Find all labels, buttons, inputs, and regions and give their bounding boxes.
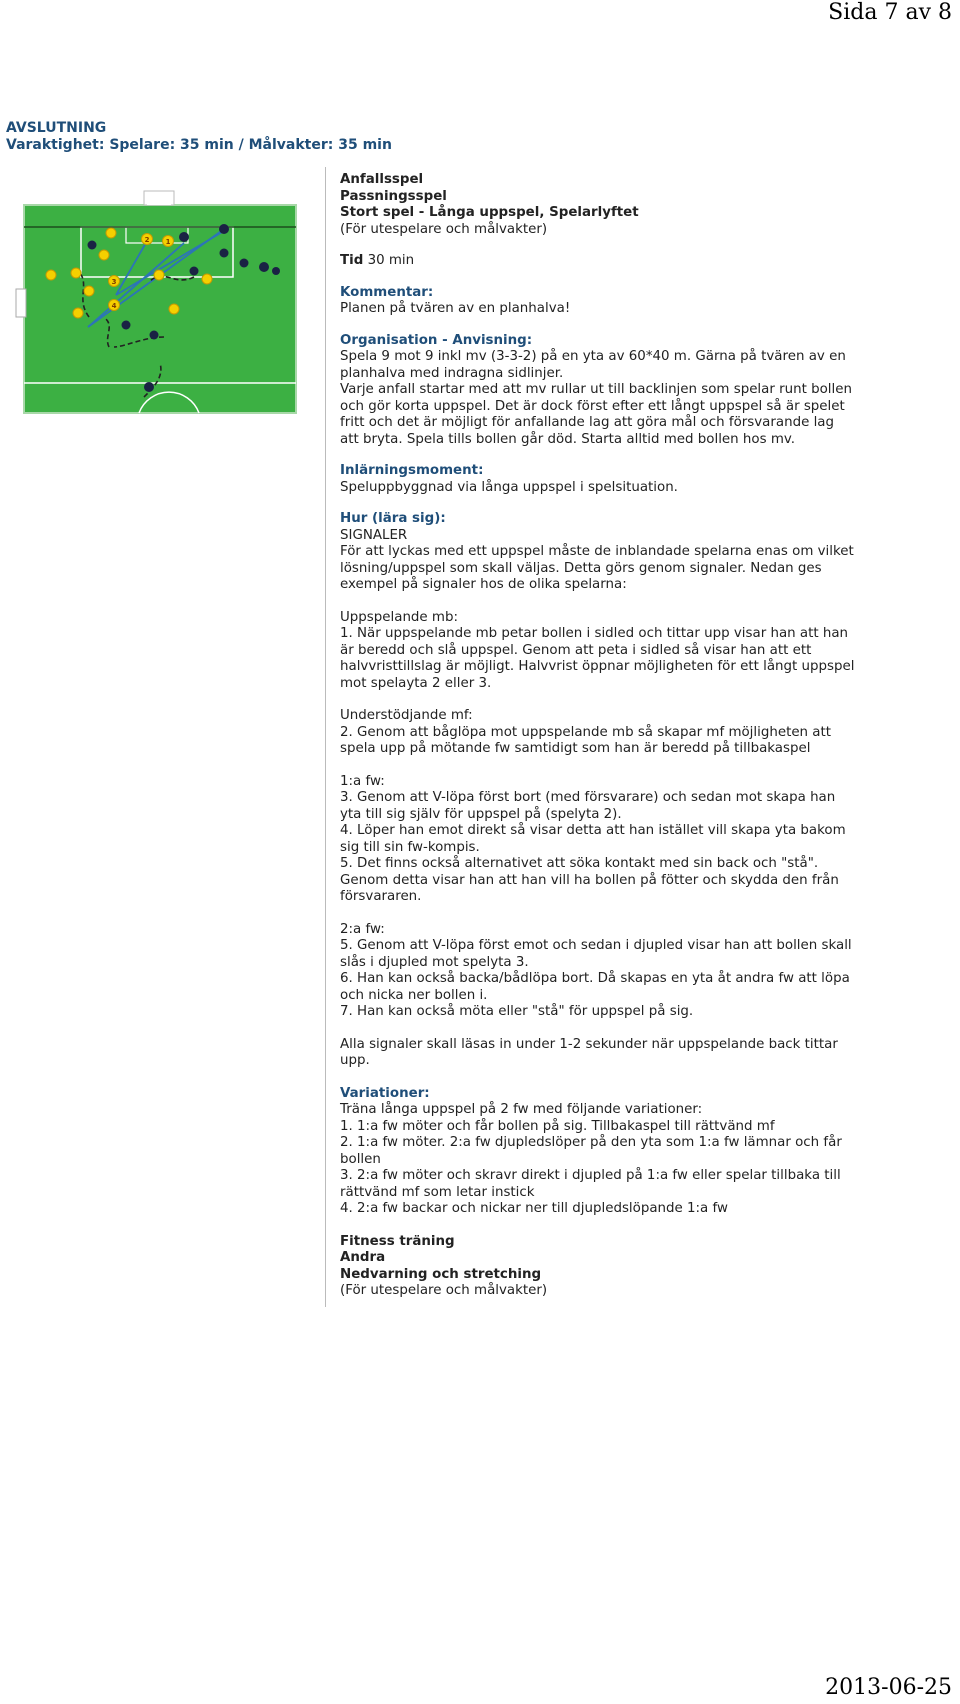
signals-line: upp. <box>340 1053 370 1068</box>
fw1-line: försvararen. <box>340 889 422 904</box>
field-svg <box>14 187 300 417</box>
variations-line: 1. 1:a fw möter och får bollen på sig. Tillbakaspel till rättvänd mf <box>340 1118 775 1134</box>
organisation-label: Organisation - Anvisning: <box>340 332 533 348</box>
mb-line: halvvristtillslag är möjligt. Halvvrist öppnar möjligheten för ett långt uppspel <box>340 659 855 674</box>
organisation-line: fritt och det är möjligt för anfallande lag att göra mål och försvarande lag <box>340 415 834 430</box>
comment-text: Planen på tvären av en planhalva! <box>340 301 571 316</box>
mb-label: Uppspelande mb: <box>340 609 458 625</box>
mf-line: spela upp på mötande fw samtidigt som han är beredd på tillbakaspel <box>340 741 811 756</box>
goal-left <box>16 289 26 317</box>
fw2-line: och nicka ner bollen i. <box>340 987 488 1003</box>
signals-text <box>340 1037 876 1070</box>
fw2-label: 2:a fw: <box>340 921 385 937</box>
how-line: lösning/uppspel som skall väljas. Detta görs genom signaler. Nedan ges <box>340 560 822 576</box>
variations-text <box>340 1102 876 1218</box>
how-label: Hur (lära sig): <box>340 511 446 526</box>
time-value: 30 min <box>363 253 415 268</box>
exercise-participants: (För utespelare och målvakter) <box>340 221 548 237</box>
svg-text:1: 1 <box>165 238 171 246</box>
exercise-content <box>340 172 876 1300</box>
learning-text: Speluppbyggnad via långa uppspel i spelsituation. <box>340 479 678 495</box>
organisation-text <box>340 349 876 448</box>
fw2-text <box>340 938 876 1021</box>
fw1-line: 4. Löper han emot direkt så visar detta att han istället vill skapa yta bakom <box>340 823 846 838</box>
variations-line: 4. 2:a fw backar och nickar ner till djupledslöpande 1:a fw <box>340 1201 728 1216</box>
next-item-andra: Andra <box>340 1250 386 1265</box>
fw1-line: sig till sin fw-kompis. <box>340 839 480 855</box>
section-duration: Varaktighet: Spelare: 35 min / Målvakter: 35 min <box>6 137 392 153</box>
field-diagram <box>14 187 300 417</box>
mb-line: mot spelayta 2 eller 3. <box>340 675 492 691</box>
mb-line: är beredd och slå uppspel. Genom att peta i sidled så visar han att ett <box>340 642 812 658</box>
variations-line: 3. 2:a fw möter och skravr direkt i djupled på 1:a fw eller spelar tillbaka till <box>340 1168 841 1183</box>
mb-line: 1. När uppspelande mb petar bollen i sidled och tittar upp visar han att han <box>340 626 849 641</box>
how-line: För att lyckas med ett uppspel måste de inblandade spelarna enas om vilket <box>340 544 854 559</box>
mf-text <box>340 725 876 758</box>
how-line: exempel på signaler hos de olika spelarna: <box>340 577 627 592</box>
section-title: AVSLUTNING <box>6 120 107 136</box>
footer-date: 2013-06-25 <box>825 1675 952 1700</box>
variations-line: Träna långa uppspel på 2 fw med följande variationer: <box>340 1102 703 1117</box>
svg-text:4: 4 <box>111 302 117 310</box>
variations-line: 2. 1:a fw möter. 2:a fw djupledslöper på den yta som 1:a fw lämnar och får <box>340 1135 842 1150</box>
mf-line: 2. Genom att båglöpa mot uppspelande mb så skapar mf möjligheten att <box>340 724 832 740</box>
fw2-line: 5. Genom att V-löpa först emot och sedan i djupled visar han att bollen skall <box>340 938 852 953</box>
section-header <box>6 120 392 154</box>
mb-text <box>340 626 876 692</box>
mf-label: Understödjande mf: <box>340 708 473 723</box>
learning-label: Inlärningsmoment: <box>340 463 484 478</box>
comment-label: Kommentar: <box>340 284 434 300</box>
fw1-label: 1:a fw: <box>340 773 385 789</box>
organisation-line: Spela 9 mot 9 inkl mv (3-3-2) på en yta av 60*40 m. Gärna på tvären av en <box>340 349 846 364</box>
organisation-line: och gör korta uppspel. Det är dock först efter ett långt uppspel så är spelet <box>340 398 845 414</box>
exercise-subcategory: Passningsspel <box>340 188 447 204</box>
fw1-line: yta till sig själv för uppspel på (spelyta 2). <box>340 806 622 822</box>
next-item-cooldown: Nedvarning och stretching <box>340 1266 542 1282</box>
fw1-text <box>340 790 876 906</box>
fw2-line: slås i djupled mot spelyta 3. <box>340 954 529 970</box>
fw2-line: 6. Han kan också backa/bådlöpa bort. Då skapas en yta åt andra fw att löpa <box>340 971 850 986</box>
pitch-grass <box>24 205 296 413</box>
svg-text:2: 2 <box>144 236 150 244</box>
how-line: SIGNALER <box>340 527 408 543</box>
fw2-line: 7. Han kan också möta eller "stå" för uppspel på sig. <box>340 1004 694 1019</box>
organisation-line: planhalva med indragna sidlinjer. <box>340 365 564 381</box>
svg-text:3: 3 <box>111 278 117 286</box>
next-item-fitness: Fitness träning <box>340 1233 455 1249</box>
time-label: Tid <box>340 253 364 268</box>
column-divider <box>325 167 326 1307</box>
variations-line: bollen <box>340 1151 381 1167</box>
goal-net <box>147 194 171 205</box>
page-number: Sida 7 av 8 <box>828 0 952 25</box>
exercise-category: Anfallsspel <box>340 172 424 187</box>
fw1-line: Genom detta visar han att han vill ha bollen på fötter och skydda den från <box>340 872 839 888</box>
exercise-name: Stort spel - Långa uppspel, Spelarlyftet <box>340 205 639 220</box>
how-text <box>340 528 876 594</box>
exercise-time <box>340 253 876 270</box>
next-participants: (För utespelare och målvakter) <box>340 1283 548 1298</box>
fw1-line: 3. Genom att V-löpa först bort (med försvarare) och sedan mot skapa han <box>340 790 836 805</box>
signals-line: Alla signaler skall läsas in under 1-2 sekunder när uppspelande back tittar <box>340 1036 838 1052</box>
variations-line: rättvänd mf som letar instick <box>340 1184 535 1200</box>
organisation-line: Varje anfall startar med att mv rullar ut till backlinjen som spelar runt bollen <box>340 382 852 397</box>
organisation-line: att bryta. Spela tills bollen går död. Starta alltid med bollen hos mv. <box>340 431 796 447</box>
variations-label: Variationer: <box>340 1085 430 1101</box>
fw1-line: 5. Det finns också alternativet att söka kontakt med sin back och "stå". <box>340 856 819 871</box>
